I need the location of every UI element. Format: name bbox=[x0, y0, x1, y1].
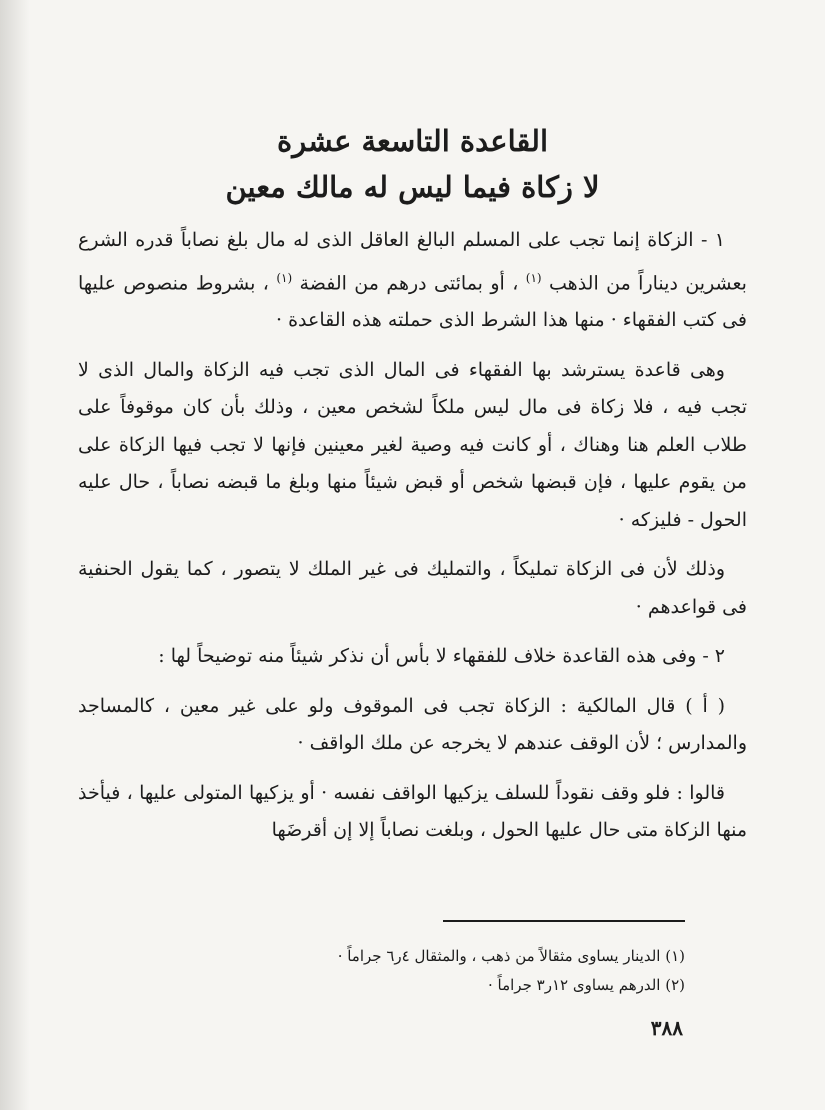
paragraph-1-part-b: ، أو بمائتى درهم من الفضة bbox=[299, 271, 519, 294]
paragraph-6: قالوا : فلو وقف نقوداً للسلف يزكيها الواقف نفسه · أو يزكيها المتولى عليها ، فيأخذ منها الزكاة متى حال عليها الحول ، وبلغت نصاباً إلا إن أقرضَها bbox=[78, 781, 747, 842]
paragraph-3: وذلك لأن فى الزكاة تمليكاً ، والتمليك فى غير الملك لا يتصور ، كما يقول الحنفية فى قواعدهم · bbox=[78, 558, 747, 618]
paragraph-4: ٢ - وفى هذه القاعدة خلاف للفقهاء لا بأس أن نذكر شيئاً منه توضيحاً لها : bbox=[158, 645, 725, 668]
footnote-divider bbox=[443, 920, 685, 922]
footnote-1: (١) الدينار يساوى مثقالاً من ذهب ، والمثقال ٤ر٦ جراماً · bbox=[337, 947, 685, 965]
paragraph-1-part-c: ، بشروط منصوص عليها فى كتب الفقهاء · منها هذا الشرط الذى حملته هذه القاعدة · bbox=[78, 271, 747, 332]
paragraph-2: وهى قاعدة يسترشد بها الفقهاء فى المال الذى تجب فيه الزكاة والمال الذى لا تجب فيه ، فلا زكاة فى مال ليس ملكاً لشخص معين ، وذلك بأن كان موقوفاً على طلاب العلم هنا وهناك ، أو كانت فيه وصية لغير معينين فإنها لا تجب فيها الزكاة على من يقوم عليها ، فإن قبضها شخص أو قبض شيئاً منها وبلغ ما قبضه نصاباً ، حال عليه الحول - فليزكه · bbox=[78, 358, 747, 531]
footnote-ref-1: (١) bbox=[525, 270, 542, 285]
chapter-title: القاعدة التاسعة عشرة bbox=[277, 124, 548, 158]
footnote-2: (٢) الدرهم يساوى ١٢ر٣ جراماً · bbox=[487, 976, 685, 994]
paragraph-5: ( أ ) قال المالكية : الزكاة تجب فى الموقوف ولو على غير معين ، كالمساجد والمدارس ؛ لأن الوقف عندهم لا يخرجه عن ملك الواقف · bbox=[78, 694, 747, 755]
scan-edge-shadow bbox=[0, 0, 30, 1110]
page-number: ٣٨٨ bbox=[650, 1016, 683, 1040]
title-block bbox=[80, 118, 745, 210]
footnote-ref-2: (١) bbox=[276, 270, 293, 285]
paragraph-1-part-a: ١ - الزكاة إنما تجب على المسلم البالغ العاقل الذى له مال بلغ نصاباً قدره الشرع بعشرين ديناراً من الذهب bbox=[78, 229, 747, 294]
body-text bbox=[78, 222, 747, 862]
chapter-subtitle: لا زكاة فيما ليس له مالك معين bbox=[225, 170, 600, 204]
footnotes bbox=[120, 942, 685, 1000]
paragraph-1 bbox=[78, 222, 747, 340]
